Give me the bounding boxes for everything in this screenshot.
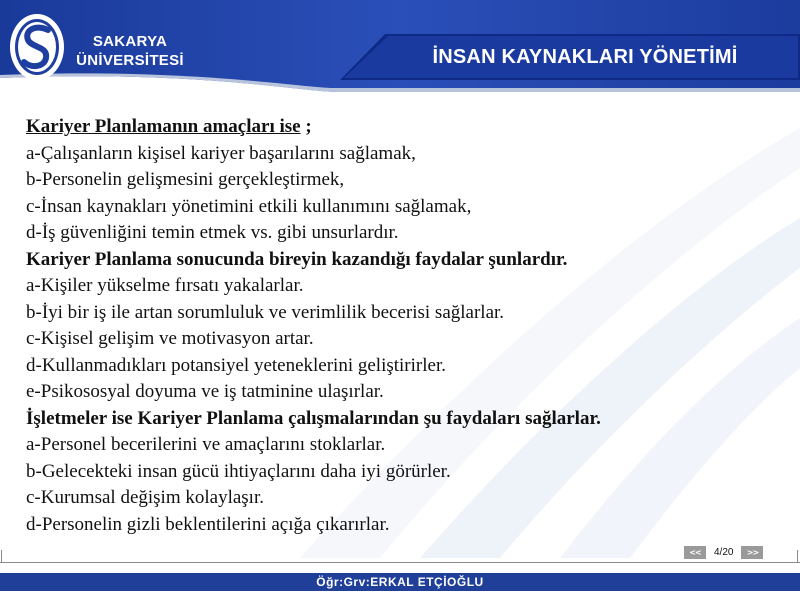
double-chevron-right-icon: >> bbox=[746, 548, 759, 557]
slide-title: İNSAN KAYNAKLARI YÖNETİMİ bbox=[432, 46, 738, 68]
footer-rule-right-tick bbox=[797, 550, 798, 563]
page-indicator: 4/20 bbox=[714, 547, 734, 558]
header-banner bbox=[0, 0, 800, 98]
university-name-line1: SAKARYA bbox=[92, 33, 168, 50]
list-item: a-Personel becerilerini ve amaçlarını stoklarlar. bbox=[26, 434, 386, 455]
first-slide-button[interactable] bbox=[684, 546, 706, 559]
last-slide-button[interactable] bbox=[741, 546, 763, 559]
list-item: a-Çalışanların kişisel kariyer başarılarını sağlamak, bbox=[26, 142, 416, 164]
footer-author-bar bbox=[0, 573, 800, 591]
double-chevron-left-icon: << bbox=[689, 548, 701, 557]
slide-navigation bbox=[684, 546, 763, 559]
footer-rule bbox=[0, 562, 800, 563]
list-item: d-Kullanmadıkları potansiyel yeteneklerini geliştirirler. bbox=[26, 354, 446, 376]
list-item: d-Personelin gizli beklentilerini açığa çıkarırlar. bbox=[26, 513, 390, 535]
list-item: c-Kişisel gelişim ve motivasyon artar. bbox=[26, 328, 314, 349]
list-item: e-Psikososyal doyuma ve iş tatminine ulaşırlar. bbox=[26, 381, 384, 402]
list-item: c-Kurumsal değişim kolaylaşır. bbox=[26, 487, 264, 508]
list-item: b-Personelin gelişmesini gerçekleştirmek, bbox=[26, 169, 345, 190]
content-heading-suffix: ; bbox=[300, 116, 312, 137]
list-item: c-İnsan kaynakları yönetimini etkili kullanımını sağlamak, bbox=[26, 195, 472, 217]
list-item: a-Kişiler yükselme fırsatı yakalarlar. bbox=[26, 275, 304, 296]
list-item: b-Gelecekteki insan gücü ihtiyaçlarını daha iyi görürler. bbox=[26, 460, 451, 482]
university-name bbox=[68, 32, 192, 70]
list-item: b-İyi bir iş ile artan sorumluluk ve verimlilik becerisi sağlarlar. bbox=[26, 301, 505, 323]
section-heading: Kariyer Planlama sonucunda bireyin kazandığı faydalar şunlardır. bbox=[26, 248, 568, 270]
list-item: d-İş güvenliğini temin etmek vs. gibi unsurlardır. bbox=[26, 222, 399, 243]
section-heading: İşletmeler ise Kariyer Planlama çalışmalarından şu faydaları sağlarlar. bbox=[26, 407, 601, 429]
content-heading bbox=[26, 114, 766, 141]
slide-content bbox=[26, 114, 766, 538]
university-logo bbox=[8, 12, 66, 82]
author-name: Öğr:Grv:ERKAL ETÇİOĞLU bbox=[316, 575, 484, 589]
university-name-line2: ÜNİVERSİTESİ bbox=[76, 52, 184, 69]
content-heading-text: Kariyer Planlamanın amaçları ise bbox=[26, 116, 301, 137]
